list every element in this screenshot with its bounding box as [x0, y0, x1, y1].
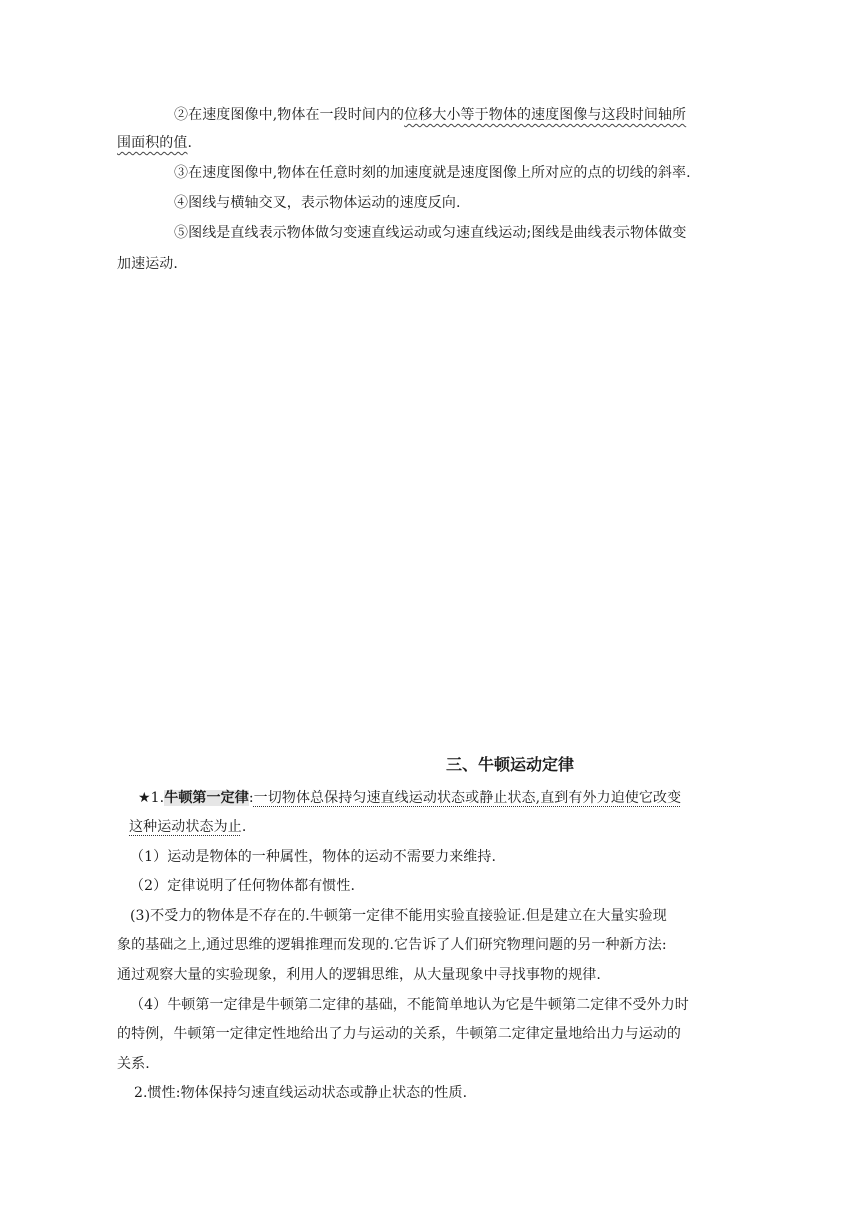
velocity-item-2-line-2: [117, 133, 737, 153]
newton-point-3-line-2: 象的基础之上,通过思维的逻辑推理而发现的.它告诉了人们研究物理问题的另一种新方法:: [117, 937, 667, 953]
velocity-item-5-line-2: 加速运动.: [117, 256, 178, 272]
velocity-item-2-emphasis-1: 位移大小等于物体的速度图像与这段时间轴所: [404, 107, 687, 123]
newton-point-3-line-1: (3)不受力的物体是不存在的.牛顿第一定律不能用实验直接验证.但是建立在大量实验现: [130, 908, 667, 924]
newton-point-3-line-3: 通过观察大量的实验现象，利用人的逻辑思维，从大量现象中寻找事物的规律.: [117, 967, 601, 983]
newton-point-4-line-1: （4）牛顿第一定律是牛顿第二定律的基础，不能简单地认为它是牛顿第二定律不受外力时: [130, 997, 689, 1013]
newton-point-4-line-3: 关系.: [117, 1056, 150, 1072]
newton-law-1-definition-2: 这种运动状态为止: [129, 819, 242, 835]
newton-law-1-colon: :: [248, 790, 254, 806]
newton-point-4-line-2: 的特例，牛顿第一定律定性地给出了力与运动的关系，牛顿第二定律定量地给出力与运动的: [117, 1026, 681, 1042]
velocity-item-2-line-1: [174, 105, 734, 125]
velocity-item-5-line-1: ⑤图线是直线表示物体做匀变速直线运动或匀速直线运动;图线是曲线表示物体做变: [174, 225, 687, 241]
newton-law-1-definition-1: 一切物体总保持匀速直线运动状态或静止状态,直到有外力迫使它改变: [253, 790, 682, 806]
newton-law-1-line-1: [138, 788, 758, 808]
velocity-item-3: ③在速度图像中,物体在任意时刻的加速度就是速度图像上所对应的点的切线的斜率.: [174, 165, 691, 181]
velocity-item-4: ④图线与横轴交叉，表示物体运动的速度反向.: [174, 195, 461, 211]
newton-law-1-line-2: [129, 817, 749, 837]
star-icon: ★: [138, 790, 151, 806]
velocity-item-2-suffix: .: [187, 135, 193, 151]
velocity-item-2-prefix: ②在速度图像中,物体在一段时间内的: [174, 107, 405, 123]
newton-point-2: （2）定律说明了任何物体都有惯性.: [130, 878, 356, 894]
newton-law-1-number: 1.: [150, 790, 165, 806]
velocity-item-2-emphasis-2: 围面积的值: [117, 135, 188, 151]
newton-law-1-name: 牛顿第一定律: [164, 790, 249, 806]
newton-law-1-suffix: .: [241, 819, 247, 835]
newton-point-1: （1）运动是物体的一种属性，物体的运动不需要力来维持.: [130, 849, 497, 865]
inertia-definition: 2.惯性:物体保持匀速直线运动状态或静止状态的性质.: [134, 1085, 468, 1101]
section-title-newton-laws: 三、牛顿运动定律: [445, 755, 574, 774]
